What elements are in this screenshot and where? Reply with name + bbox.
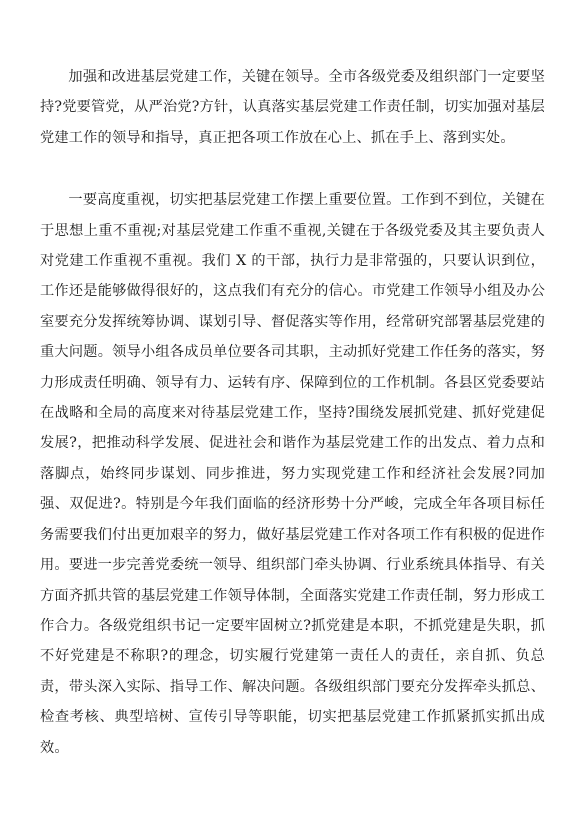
document-page — [40, 62, 545, 763]
paragraph-high-attention: 一要高度重视，切实把基层党建工作摆上重要位置。工作到不到位，关键在于思想上重不重视;对基层党建工作重不重视,关键在于各级党委及其主要负责人对党建工作重视不重视。我们 X 的干部，执行力是非常强的，只要认识到位，工作还是能够做得很好的，这点我们有充分的信心。市党建工作领导小组及办公室要充分发挥统筹协调、谋划引导、督促落实等作用，经常研究部署基层党建的重大问题。领导小组各成员单位要各司其职，主动抓好党建工作任务的落实，努力形成责任明确、领导有力、运转有序、保障到位的工作机制。各县区党委要站在战略和全局的高度来对待基层党建工作，坚持?围绕发展抓党建、抓好党建促发展?，把推动科学发展、促进社会和谐作为基层党建工作的出发点、着力点和落脚点，始终同步谋划、同步推进，努力实现党建工作和经济社会发展?同加强、双促进?。特别是今年我们面临的经济形势十分严峻，完成全年各项目标任务需要我们付出更加艰辛的努力，做好基层党建工作对各项工作有积极的促进作用。要进一步完善党委统一领导、组织部门牵头协调、行业系统具体指导、有关方面齐抓共管的基层党建工作领导体制，全面落实党建工作责任制，努力形成工作合力。各级党组织书记一定要牢固树立?抓党建是本职，不抓党建是失职，抓不好党建是不称职?的理念，切实履行党建第一责任人的责任，亲自抓、负总责，带头深入实际、指导工作、解决问题。各级组织部门要充分发挥牵头抓总、检查考核、典型培树、宣传引导等职能，切实把基层党建工作抓紧抓实抓出成效。 — [40, 192, 545, 756]
paragraph-leadership-intro: 加强和改进基层党建工作，关键在领导。全市各级党委及组织部门一定要坚持?党要管党，从严治党?方针，认真落实基层党建工作责任制，切实加强对基层党建工作的领导和指导，真正把各项工作放在心上、抓在手上、落到实处。 — [40, 69, 545, 146]
